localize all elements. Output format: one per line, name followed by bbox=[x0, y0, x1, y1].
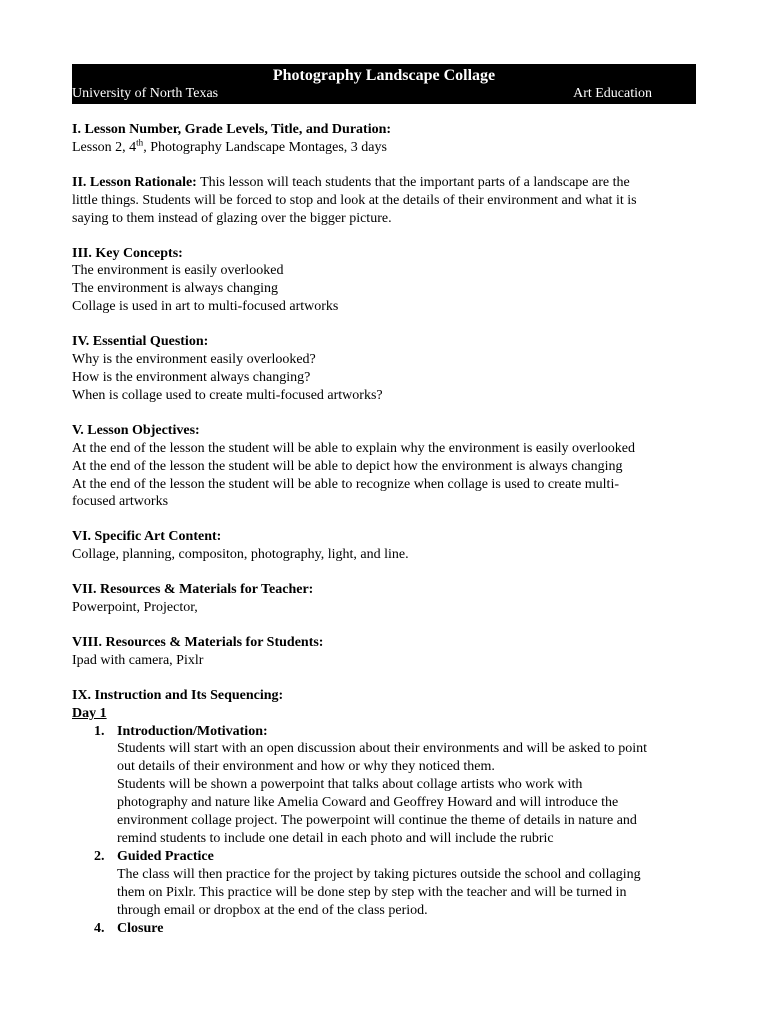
section-art-content bbox=[72, 528, 696, 564]
objective-line: At the end of the lesson the student will be able to depict how the environment is always changing bbox=[72, 458, 623, 474]
step-title: Introduction/Motivation: bbox=[117, 723, 268, 739]
section-key-concepts bbox=[72, 245, 696, 317]
section-heading: IX. Instruction and Its Sequencing: bbox=[72, 687, 284, 703]
department-label: Art Education bbox=[573, 86, 652, 101]
section-objectives bbox=[72, 422, 696, 512]
section-heading: IV. Essential Question: bbox=[72, 334, 209, 350]
content-line: Collage, planning, compositon, photography, light, and line. bbox=[72, 547, 409, 563]
step-line: remind students to include one detail in each photo and will include the rubric bbox=[117, 831, 554, 846]
step-item bbox=[72, 920, 696, 938]
section-text bbox=[72, 139, 696, 157]
section-heading: VI. Specific Art Content: bbox=[72, 529, 222, 545]
question-line: How is the environment always changing? bbox=[72, 369, 311, 385]
section-essential-question bbox=[72, 333, 696, 405]
step-line: environment collage project. The powerpoint will continue the theme of details in nature and bbox=[117, 813, 637, 829]
rationale-line: saying to them instead of glazing over the bigger picture. bbox=[72, 210, 392, 226]
objective-line: At the end of the lesson the student will be able to explain why the environment is easily overlooked bbox=[72, 440, 635, 456]
concept-line: The environment is easily overlooked bbox=[72, 263, 284, 279]
section-text bbox=[72, 174, 696, 192]
section-teacher-materials bbox=[72, 581, 696, 617]
section-heading: III. Key Concepts: bbox=[72, 245, 183, 261]
step-line: photography and nature like Amelia Coward and Geoffrey Howard and will introduce the bbox=[117, 795, 619, 811]
objective-line: focused artworks bbox=[72, 494, 169, 510]
step-number: 2. bbox=[94, 848, 105, 864]
section-heading: VIII. Resources & Materials for Students: bbox=[72, 634, 324, 650]
section-heading: I. Lesson Number, Grade Levels, Title, and Duration: bbox=[72, 122, 392, 137]
document-page bbox=[72, 64, 696, 937]
section-rationale bbox=[72, 174, 696, 228]
step-item bbox=[72, 723, 696, 848]
step-line: through email or dropbox at the end of the class period. bbox=[117, 902, 428, 918]
lesson-text-start: Lesson 2, 4 bbox=[72, 139, 137, 155]
section-student-materials bbox=[72, 634, 696, 670]
document-title: Photography Landscape Collage bbox=[272, 67, 496, 84]
step-line: Students will start with an open discussion about their environments and will be asked to point bbox=[117, 741, 647, 757]
section-lesson-info bbox=[72, 121, 696, 157]
grade-superscript: th bbox=[136, 137, 144, 148]
step-title: Closure bbox=[117, 920, 164, 936]
step-title: Guided Practice bbox=[117, 848, 214, 864]
step-line: out details of their environment and how or why they noticed them. bbox=[117, 759, 495, 775]
step-line: them on Pixlr. This practice will be done step by step with the teacher and will be turned in bbox=[117, 884, 627, 900]
materials-line: Powerpoint, Projector, bbox=[72, 600, 198, 616]
step-number: 4. bbox=[94, 920, 105, 936]
materials-line: Ipad with camera, Pixlr bbox=[72, 652, 204, 668]
step-number: 1. bbox=[94, 723, 105, 739]
instruction-steps bbox=[72, 723, 696, 938]
step-item bbox=[72, 848, 696, 920]
lesson-text-end: , Photography Landscape Montages, 3 days bbox=[143, 139, 387, 155]
rationale-line: little things. Students will be forced to stop and look at the details of their environment and what it is bbox=[72, 192, 637, 208]
question-line: When is collage used to create multi-focused artworks? bbox=[72, 387, 383, 403]
rationale-line: This lesson will teach students that the important parts of a landscape are the bbox=[196, 174, 630, 190]
concept-line: Collage is used in art to multi-focused artworks bbox=[72, 299, 339, 315]
title-bar bbox=[72, 64, 696, 104]
section-instruction bbox=[72, 687, 696, 938]
concept-line: The environment is always changing bbox=[72, 281, 279, 297]
objective-line: At the end of the lesson the student will be able to recognize when collage is used to create multi- bbox=[72, 476, 619, 492]
day-label: Day 1 bbox=[72, 705, 107, 721]
step-line: Students will be shown a powerpoint that talks about collage artists who work with bbox=[117, 777, 583, 793]
section-heading: II. Lesson Rationale: bbox=[72, 174, 197, 190]
question-line: Why is the environment easily overlooked? bbox=[72, 352, 316, 368]
section-heading: VII. Resources & Materials for Teacher: bbox=[72, 582, 314, 598]
institution-label: University of North Texas bbox=[72, 86, 219, 101]
step-line: The class will then practice for the project by taking pictures outside the school and collaging bbox=[117, 866, 641, 882]
section-heading: V. Lesson Objectives: bbox=[72, 422, 200, 438]
